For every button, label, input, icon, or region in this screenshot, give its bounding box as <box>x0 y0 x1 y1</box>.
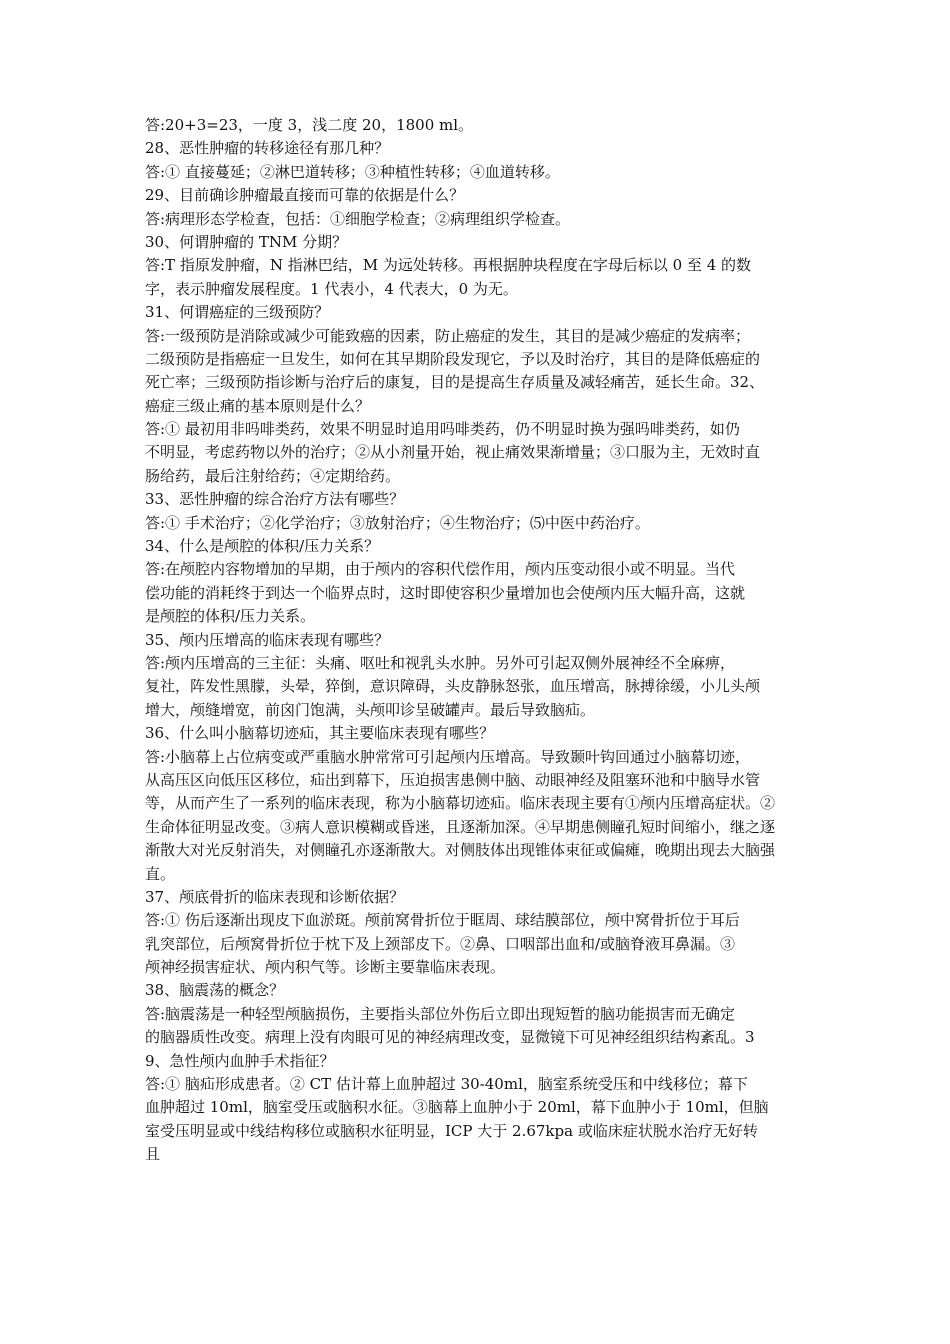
answer-line: 增大，颅缝增宽，前囟门饱满，头颅叩诊呈破罐声。最后导致脑疝。 <box>145 700 596 719</box>
answer-line: 答:① 直接蔓延；②淋巴道转移；③种植性转移；④血道转移。 <box>145 162 560 181</box>
question-line: 38、脑震荡的概念？ <box>145 981 285 1000</box>
answer-line: 偿功能的消耗终于到达一个临界点时，这时即使容积少量增加也会使颅内压大幅升高，这就 <box>145 583 746 602</box>
answer-line: 且 <box>145 1145 161 1164</box>
question-line: 36、什么叫小脑幕切迹疝，其主要临床表现有哪些？ <box>145 724 495 743</box>
question-line: 28、恶性肿瘤的转移途径有那几种？ <box>145 139 390 158</box>
answer-line: 不明显，考虑药物以外的治疗；②从小剂量开始，视止痛效果渐增量；③口服为主，无效时直 <box>145 443 761 462</box>
answer-line: 答:小脑幕上占位病变或严重脑水肿常常可引起颅内压增高。导致颞叶钩回通过小脑幕切迹， <box>145 747 751 766</box>
answer-line: 字，表示肿瘤发展程度。1 代表小，4 代表大，0 为无。 <box>145 279 518 298</box>
answer-line: 答:① 脑疝形成患者。② CT 估计幕上血肿超过 30-40ml，脑室系统受压和中线移位；幕下 <box>145 1075 748 1094</box>
answer-line: 复社，阵发性黑朦，头晕，猝倒，意识障碍，头皮静脉怒张，血压增高，脉搏徐缓，小儿头颅 <box>145 677 761 696</box>
answer-line: 答:① 手术治疗；②化学治疗；③放射治疗；④生物治疗；⑸中医中药治疗。 <box>145 513 650 532</box>
answer-line: 的脑器质性改变。病理上没有肉眼可见的神经病理改变，显微镜下可见神经组织结构紊乱。3 <box>145 1028 755 1047</box>
answer-line: 渐散大对光反射消失，对侧瞳孔亦逐渐散大。对侧肢体出现锥体束征或偏瘫，晚期出现去大脑强 <box>145 841 776 860</box>
question-line: 9、急性颅内血肿手术指征？ <box>145 1051 335 1070</box>
answer-line: 乳突部位，后颅窝骨折位于枕下及上颈部皮下。②鼻、口咽部出血和/或脑脊液耳鼻漏。③ <box>145 934 736 953</box>
answer-line: 等，从而产生了一系列的临床表现，称为小脑幕切迹疝。临床表现主要有①颅内压增高症状。② <box>145 794 776 813</box>
answer-line: 从高压区向低压区移位，疝出到幕下，压迫损害患侧中脑、动眼神经及阻塞环池和中脑导水管 <box>145 770 761 789</box>
question-line: 29、目前确诊肿瘤最直接而可靠的依据是什么？ <box>145 186 465 205</box>
question-line: 31、何谓癌症的三级预防？ <box>145 303 330 322</box>
answer-line: 直。 <box>145 864 176 883</box>
answer-line: 生命体征明显改变。③病人意识模糊或昏迷，且逐渐加深。④早期患侧瞳孔短时间缩小，继之逐 <box>145 817 776 836</box>
answer-line: 答:一级预防是消除或减少可能致癌的因素，防止癌症的发生，其目的是减少癌症的发病率； <box>145 326 751 345</box>
question-line: 33、恶性肿瘤的综合治疗方法有哪些？ <box>145 490 405 509</box>
answer-line: 答:脑震荡是一种轻型颅脑损伤，主要指头部位外伤后立即出现短暂的脑功能损害而无确定 <box>145 1004 736 1023</box>
question-line: 30、何谓肿瘤的 TNM 分期？ <box>145 232 348 251</box>
question-line: 34、什么是颅腔的体积/压力关系？ <box>145 537 380 556</box>
answer-line: 室受压明显或中线结构移位或脑积水征明显，ICP 大于 2.67kpa 或临床症状脱水治疗无好转 <box>145 1121 758 1140</box>
question-line: 37、颅底骨折的临床表现和诊断依据？ <box>145 887 405 906</box>
answer-line: 答:① 伤后逐渐出现皮下血淤斑。颅前窝骨折位于眶周、球结膜部位，颅中窝骨折位于耳后 <box>145 911 740 930</box>
answer-line: 答:20+3=23，一度 3，浅二度 20，1800 ml。 <box>145 116 474 134</box>
answer-line: 是颅腔的体积/压力关系。 <box>145 607 316 626</box>
answer-line: 答:T 指原发肿瘤，N 指淋巴结，M 为远处转移。再根据肿块程度在字母后标以 0 至 4 的数 <box>145 256 752 275</box>
answer-line: 答:颅内压增高的三主征：头痛、呕吐和视乳头水肿。另外可引起双侧外展神经不全麻痹， <box>145 653 736 672</box>
question-line: 35、颅内压增高的临床表现有哪些？ <box>145 630 390 649</box>
answer-line: 答:在颅腔内容物增加的早期，由于颅内的容积代偿作用，颅内压变动很小或不明显。当代 <box>145 560 736 579</box>
answer-line: 肠给药，最后注射给药；④定期给药。 <box>145 466 401 485</box>
answer-line: 答:病理形态学检查，包括：①细胞学检查；②病理组织学检查。 <box>145 209 571 228</box>
question-line: 癌症三级止痛的基本原则是什么？ <box>145 396 371 415</box>
answer-line: 死亡率；三级预防指诊断与治疗后的康复，目的是提高生存质量及减轻痛苦，延长生命。32、 <box>145 373 765 392</box>
document-body <box>145 114 813 1167</box>
answer-line: 颅神经损害症状、颅内积气等。诊断主要靠临床表现。 <box>145 958 506 977</box>
answer-line: 血肿超过 10ml，脑室受压或脑积水征。③脑幕上血肿小于 20ml，幕下血肿小于 10ml，但脑 <box>145 1098 769 1117</box>
answer-line: 二级预防是指癌症一旦发生，如何在其早期阶段发现它，予以及时治疗，其目的是降低癌症的 <box>145 349 761 368</box>
answer-line: 答:① 最初用非吗啡类药，效果不明显时追用吗啡类药，仍不明显时换为强吗啡类药，如仍 <box>145 420 740 439</box>
